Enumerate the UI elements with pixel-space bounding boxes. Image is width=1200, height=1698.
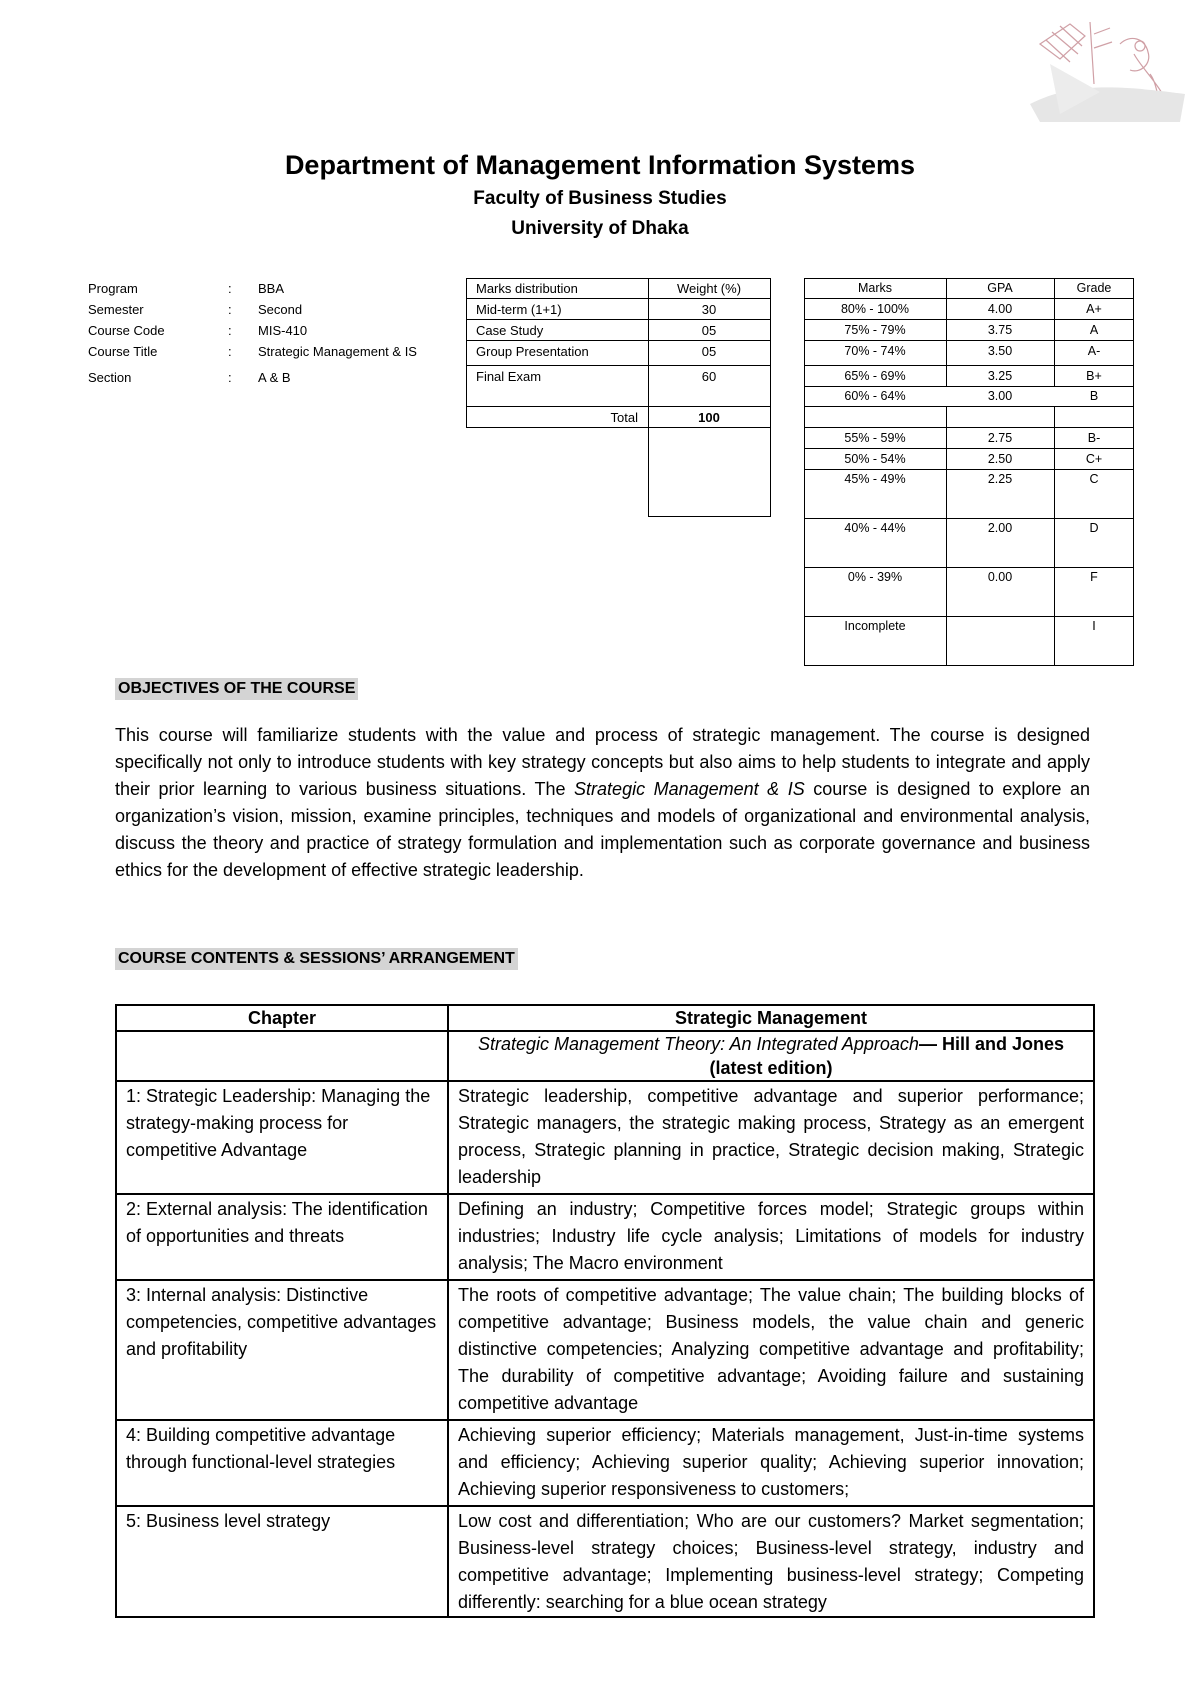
grade-marks: 60% - 64% bbox=[844, 389, 906, 403]
grade-marks: 50% - 54% bbox=[844, 452, 906, 466]
grade-gpa: 4.00 bbox=[987, 302, 1013, 316]
objectives-heading: OBJECTIVES OF THE COURSE bbox=[115, 678, 358, 700]
grade-letter: B bbox=[1089, 389, 1099, 403]
grade-gpa: 3.75 bbox=[987, 323, 1013, 337]
objectives-paragraph: This course will familiarize students with the value and process of strategic management. The course is designed specifically not only to introduce students with key strategy concepts but also aims to help students to integrate and apply their prior learning to various business situations. The Strategic Management & IS course is designed to explore an organization’s vision, mission, examine principles, techniques and models of organizational and environmental analysis, discuss the theory and practice of strategy formulation and implementation such as corporate governance and business ethics for the development of effective strategic leadership. bbox=[115, 725, 1090, 880]
grade-gpa: 3.50 bbox=[987, 344, 1013, 358]
grade-gpa: 2.50 bbox=[987, 452, 1013, 466]
chapter-title: 2: External analysis: The identification of opportunities and threats bbox=[116, 1194, 448, 1280]
table-row bbox=[116, 1420, 1094, 1506]
grade-header-grade: Grade bbox=[1076, 281, 1112, 295]
grade-gpa: 3.00 bbox=[987, 389, 1013, 403]
grade-gpa: 2.00 bbox=[987, 521, 1013, 535]
grade-letter: B- bbox=[1087, 431, 1101, 445]
grade-gpa: 0.00 bbox=[987, 570, 1013, 584]
chapter-title: 1: Strategic Leadership: Managing the strategy-making process for competitive Advantage bbox=[116, 1081, 448, 1194]
course-contents-table bbox=[115, 1004, 1095, 1618]
chapter-title: 3: Internal analysis: Distinctive competencies, competitive advantages and profitability bbox=[116, 1280, 448, 1420]
faculty-name: Faculty of Business Studies bbox=[473, 188, 727, 209]
marks-weight: 60 bbox=[701, 369, 717, 384]
table-row bbox=[116, 1506, 1094, 1617]
marks-header-weight: Weight (%) bbox=[676, 281, 742, 296]
column-header-chapter: Chapter bbox=[116, 1005, 448, 1031]
grade-gpa: 2.75 bbox=[987, 431, 1013, 445]
grade-letter: F bbox=[1090, 570, 1098, 584]
grade-letter: C+ bbox=[1085, 452, 1103, 466]
grade-letter: D bbox=[1089, 521, 1099, 535]
table-row bbox=[116, 1081, 1094, 1194]
grade-header-marks: Marks bbox=[857, 281, 893, 295]
chapter-topics: Defining an industry; Competitive forces model; Strategic groups within industries; Industry life cycle analysis; Limitations of models for industry analysis; The Macro environment bbox=[448, 1194, 1094, 1280]
grade-letter: B+ bbox=[1086, 369, 1102, 383]
grade-marks: 70% - 74% bbox=[844, 344, 906, 358]
info-row-program: Program : BBA bbox=[88, 281, 285, 296]
grade-marks: 80% - 100% bbox=[840, 302, 910, 316]
marks-distribution-table bbox=[466, 278, 771, 518]
grading-table bbox=[804, 278, 1134, 666]
textbook-reference: Strategic Management Theory: An Integrated Approach— Hill and Jones (latest edition) bbox=[448, 1031, 1094, 1081]
course-contents-heading: COURSE CONTENTS & SESSIONS’ ARRANGEMENT bbox=[115, 948, 518, 970]
grade-letter: A- bbox=[1087, 344, 1101, 358]
grade-marks: 0% - 39% bbox=[847, 570, 903, 584]
grade-letter: C bbox=[1089, 472, 1099, 486]
table-row bbox=[116, 1280, 1094, 1420]
grade-header-gpa: GPA bbox=[987, 281, 1013, 295]
chapter-topics: Achieving superior efficiency; Materials management, Just-in-time systems and efficiency; Achieving superior quality; Achieving superior innovation; Achieving superior responsiveness to customers; bbox=[448, 1420, 1094, 1506]
table-row bbox=[116, 1194, 1094, 1280]
table-header-row bbox=[116, 1005, 1094, 1031]
grade-marks: 45% - 49% bbox=[844, 472, 906, 486]
info-row-semester: Semester : Second bbox=[88, 302, 303, 317]
marks-item: Final Exam bbox=[476, 369, 542, 384]
university-name: University of Dhaka bbox=[511, 218, 689, 239]
grade-gpa: 2.25 bbox=[987, 472, 1013, 486]
chapter-topics: Low cost and differentiation; Who are our customers? Market segmentation; Business-level strategy choices; Business-level strategy, industry and competitive advantage; Implementing business-level strategy; Competing differently: searching for a blue ocean strategy bbox=[448, 1506, 1094, 1617]
marks-weight: 30 bbox=[701, 302, 717, 317]
marks-item: Case Study bbox=[476, 323, 544, 338]
grade-marks: 55% - 59% bbox=[844, 431, 906, 445]
chapter-topics: The roots of competitive advantage; The value chain; The building blocks of competitive advantage; Business models, the value chain and generic distinctive competencies; Analyzing competitive advantage and profitability; The durability of competitive advantage; Avoiding failure and sustaining competitive advantage bbox=[448, 1280, 1094, 1420]
grade-letter: A bbox=[1089, 323, 1099, 337]
marks-total-value: 100 bbox=[698, 410, 720, 425]
chapter-title: 5: Business level strategy bbox=[116, 1506, 448, 1617]
marks-item: Mid-term (1+1) bbox=[476, 302, 562, 317]
info-row-section: Section : A & B bbox=[88, 370, 291, 385]
grade-marks: 75% - 79% bbox=[844, 323, 906, 337]
column-header-topics: Strategic Management bbox=[448, 1005, 1094, 1031]
info-row-course-code: Course Code : MIS-410 bbox=[88, 323, 308, 338]
chapter-title: 4: Building competitive advantage through functional-level strategies bbox=[116, 1420, 448, 1506]
marks-item: Group Presentation bbox=[476, 344, 589, 359]
marks-total-label: Total bbox=[610, 410, 638, 425]
chapter-topics: Strategic leadership, competitive advantage and superior performance; Strategic managers, the strategic making process, Strategy as an emergent process, Strategic planning in practice, Strategic decision making, Strategic leadership bbox=[448, 1081, 1094, 1194]
info-row-course-title: Course Title : Strategic Management & IS bbox=[88, 344, 417, 359]
grade-letter: I bbox=[1092, 619, 1096, 633]
textbook-row bbox=[116, 1031, 1094, 1081]
grade-letter: A+ bbox=[1086, 302, 1102, 316]
grade-marks: 65% - 69% bbox=[844, 369, 906, 383]
marks-weight: 05 bbox=[701, 344, 717, 359]
grade-gpa: 3.25 bbox=[987, 369, 1013, 383]
grade-marks: Incomplete bbox=[844, 619, 906, 633]
page-title: Department of Management Information Systems bbox=[284, 150, 916, 180]
marks-weight: 05 bbox=[701, 323, 717, 338]
marks-header-item: Marks distribution bbox=[476, 281, 578, 296]
grade-marks: 40% - 44% bbox=[844, 521, 906, 535]
university-crest-watermark-icon bbox=[1030, 14, 1185, 124]
